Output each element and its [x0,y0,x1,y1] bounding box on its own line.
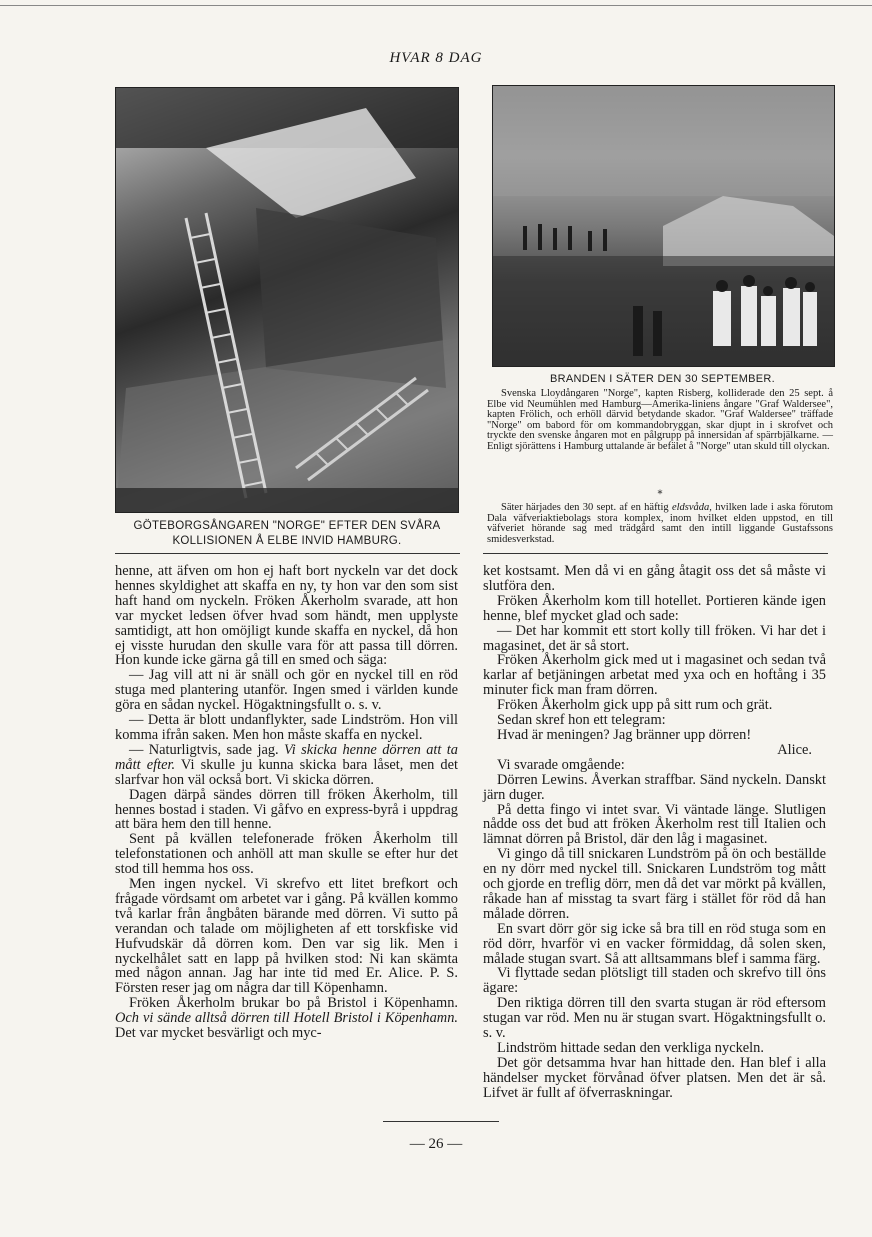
top-rule [0,5,872,6]
text-segment: — Naturligtvis, sade jag. [129,741,285,758]
figure-caption-left [112,519,462,549]
paragraph: Lindström hittade sedan den verkliga nyckeln. [497,1040,764,1056]
text-segment: Det var mycket besvärligt och myc- [115,1025,322,1042]
letter-text: Den riktiga dörren till den svarta stugan är röd eftersom stugan var röd. Men nu är stugan svart. Högaktningsfullt o. s. v. [483,995,826,1042]
paragraph: Sent på kvällen telefonerade fröken Åkerholm till telefonstationen och anhöll att man skulle se efter hur det stod till hemma hos oss. [115,831,458,878]
emphasis: Och vi sände alltså dörren till Hotell Bristol i Köpenhamn. [115,1010,458,1027]
caption-left-line2: KOLLISIONEN Å ELBE INVID HAMBURG. [172,535,402,547]
notice-separator: * [657,489,663,500]
rule-left [115,553,460,554]
paragraph: Fröken Åkerholm kom till hotellet. Portieren kände igen henne, blef mycket glad och sade: [483,592,826,624]
article-column-left [115,564,458,1041]
footer-rule [383,1121,499,1122]
paragraph: Sedan skref hon ett telegram: [497,712,666,729]
paragraph: Fröken Åkerholm gick upp på sitt rum och grät. [497,697,773,714]
photo-fire-ruins [492,85,835,367]
paragraph: — Detta är blott undanflykter, sade Lindström. Hon vill komma ifrån saken. Men hon måste skaffa en nyckel. [115,712,458,743]
rule-right [483,553,828,554]
emphasis: Vi skicka henne dörren att ta mått efter. [115,741,458,773]
paragraph [115,743,458,788]
paragraph: Vi flyttade sedan plötsligt till staden och skrefvo till öns ägare: [483,965,826,997]
figure-caption-right-title: BRANDEN I SÄTER DEN 30 SEPTEMBER. [549,373,776,385]
paragraph: Det gör detsamma hvar han hittade den. Han blef i alla händelser mycket förvånad öfver platsen. Men det är så. Lifvet är fullt af öfverraskningar. [483,1054,826,1101]
paragraph: På detta fingo vi intet svar. Vi väntade länge. Slutligen nådde oss det bud att fröken Åkerholm rest till Italien och lämnat dörren på Bristol, där den låg i magasinet. [483,801,826,848]
telegram-text: Hvad är meningen? Jag bränner upp dörren! [497,726,752,743]
caption-left-line1: GÖTEBORGSÅNGAREN "NORGE" EFTER DEN SVÅRA [133,520,441,532]
article-column-right [483,564,826,1101]
photo-ship-collision [115,87,459,513]
notice-norge-collision: Svenska Lloydångaren "Norge", kapten Risberg, kolliderade den 25 sept. å Elbe vid Neumühlen med Hamburg—Amerika-liniens ångare "Graf Waldersee", kapten Frölich, och erhöll därvid betydande skador. "Graf Waldersee" träffade "Norge" om babord för om kommandobryggan, skar djupt in i skrofvet och tryckte den svenske ångaren mot en pålgrupp på innersidan af spärrbjälkarne. — Enligt sjörättens i Hamburg uttalande är befälet å "Norge" utan skuld till olyckan. [487,388,833,452]
paragraph: Vi gingo då till snickaren Lundström på ön och beställde en ny dörr med nyckel till. Snickaren Lundström tog mått och gjorde en treflig dörr, men då det var mörkt på kvällen, råkade han af misstag ta svart färg i stället för röd då han målade dörren. [483,846,826,922]
running-head: HVAR 8 DAG [389,50,483,66]
reply-telegram: Dörren Lewins. Åverkan straffbar. Sänd nyckeln. Danskt järn duger. [483,771,826,803]
text-segment: Vi skulle ju kunna skicka bara låset, men det slarfvar hon väl också bort. Vi skicka dörren. [115,756,458,788]
paragraph: Vi svarade omgående: [497,756,625,773]
paragraph [115,996,458,1041]
page-number: — 26 — [409,1136,463,1152]
paragraph: Men ingen nyckel. Vi skrefvo ett litet brefkort och frågade vördsamt om arbetet var i gång. På kvällen kommo två karlar från ångbåten bärande med dörren. Vi sutto på verandan och talade om möjligheten af ett torskfiske vid Hufvudskär då dörren kom. Den var sig lik. Men i nyckelhålet satt en lapp på hvilken stod: Ni kan skämta med någon annan. Jag har inte tid med Er. Alice. P. S. Försten reser jag om några dar till Köpenhamn. [115,876,458,997]
ship-damage-illustration [116,88,458,512]
notice-sater-fire [487,503,833,545]
paragraph: — Det har kommit ett stort kolly till fröken. Vi har det i magasinet, det är så stort. [483,622,826,654]
paragraph: ket kostsamt. Men då vi en gång åtagit oss det så måste vi slutföra den. [483,563,826,594]
paragraph: — Jag vill att ni är snäll och gör en nyckel till en röd stuga med plantering utanför. Ingen smed i världen kunde göra en sådan nyckel. Högaktningsfullt o. s. v. [115,667,458,714]
fire-ruins-illustration [493,86,834,366]
notice2-text-b: hvilken lade i aska förutom Dala väfveriaktiebolags stora komplex, inom hvilket elden uppstod, en till väfveriet hörande sag med trädgård samt den intill liggande Gustafssons smidesverkstad. [487,502,833,545]
paragraph: En svart dörr gör sig icke så bra till en röd stuga som en röd dörr, hvarför vi en vacker förmiddag, då solen sken, målade stugan svart. Så att alltsammans blef i samma färg. [483,920,826,967]
notice2-emphasis: eldsvåda, [671,502,712,513]
telegram-signature: Alice. [777,741,812,758]
notice2-text-a: Säter härjades den 30 sept. af en häftig [501,502,672,513]
paragraph: Fröken Åkerholm gick med ut i magasinet och sedan två karlar af betjäningen arbetat med yxa och en hoftång i 35 minuter fick man fram dörren. [483,652,826,699]
paragraph: Dagen därpå sändes dörren till fröken Åkerholm, till hennes bostad i staden. Vi gåfvo en express-byrå i uppdrag att bära hem den till henne. [115,786,458,833]
text-segment: Fröken Åkerholm brukar bo på Bristol i Köpenhamn. [129,995,458,1012]
paragraph: henne, att äfven om hon ej haft bort nyckeln var det dock hennes skyldighet att skaffa en ny, ty hon var den som sist haft hand om nyckeln. Fröken Åkerholm svarade, att hon var mycket ledsen öfver hvad som händt, men upplyste samtidigt, att hon omöjligt kunde skaffa en nyckel, då hon ej visste hurudan den skulle vara för att passa till dörren. Hon kunde icke gärna gå till en smed och säga: [115,563,458,669]
